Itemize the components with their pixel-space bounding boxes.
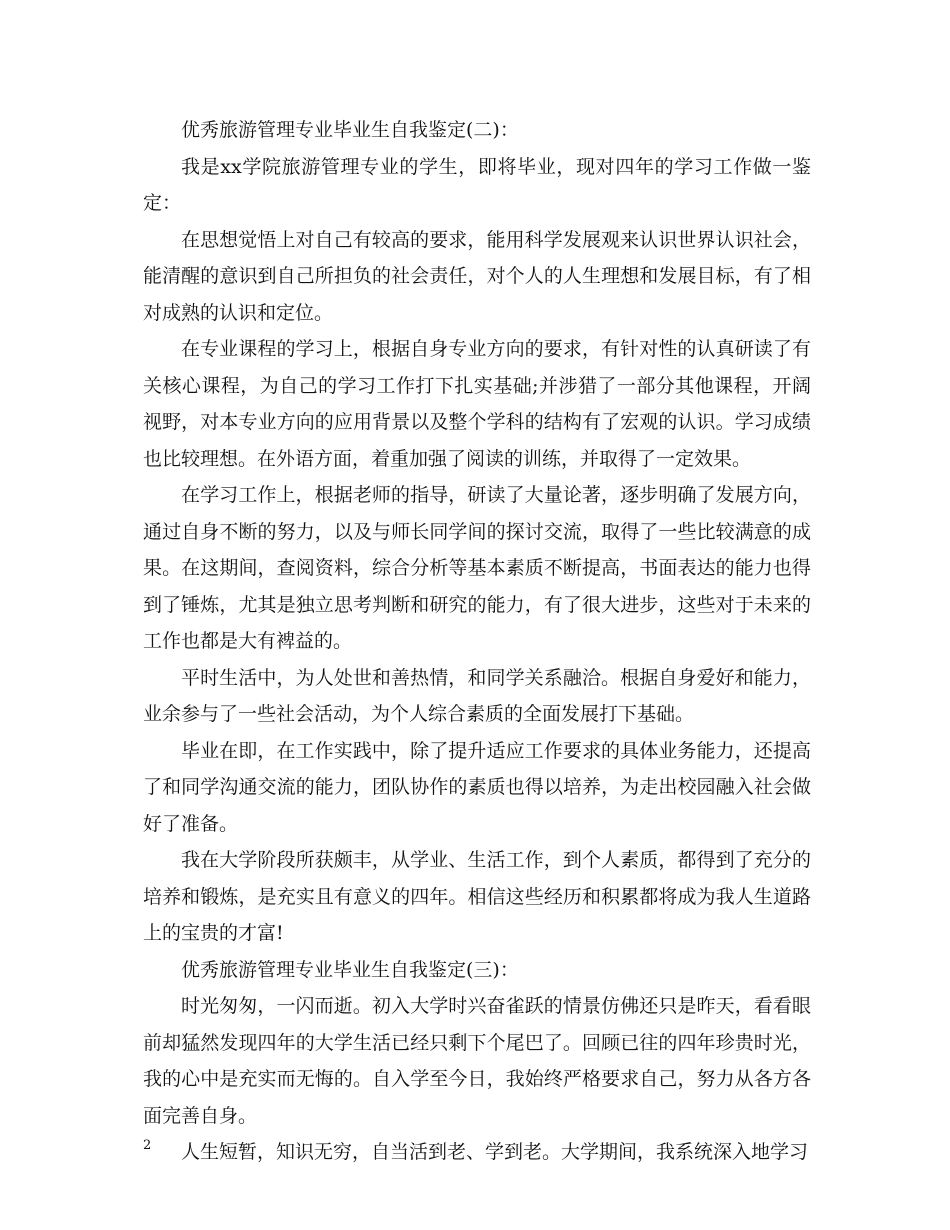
paragraph: 在思想觉悟上对自己有较高的要求，能用科学发展观来认识世界认识社会，能清醒的意识到自己所担负的社会责任，对个人的人生理想和发展目标，有了相对成熟的认识和定位。 <box>143 228 811 324</box>
page-number: 2 <box>143 1138 152 1153</box>
section-heading: 优秀旅游管理专业毕业生自我鉴定(三)： <box>181 958 519 981</box>
paragraph: 时光匆匆，一闪而逝。初入大学时兴奋雀跃的情景仿佛还只是昨天，看看眼前却猛然发现四年的大学生活已经只剩下个尾巴了。回顾已往的四年珍贵时光，我的心中是充实而无悔的。自入学至今日，我始终严格要求自己，努力从各方各面完善自身。 <box>143 995 811 1127</box>
section-heading: 优秀旅游管理专业毕业生自我鉴定(二)： <box>181 119 519 141</box>
document-body <box>143 112 811 1171</box>
paragraph: 人生短暂，知识无穷，自当活到老、学到老。大学期间，我系统深入地学习 <box>181 1141 809 1163</box>
paragraph: 我在大学阶段所获颇丰，从学业、生活工作，到个人素质，都得到了充分的培养和锻炼，是充实且有意义的四年。相信这些经历和积累都将成为我人生道路上的宝贵的才富! <box>143 849 811 944</box>
paragraph: 平时生活中，为人处世和善热情，和同学关系融洽。根据自身爱好和能力，业余参与了一些社会活动，为个人综合素质的全面发展打下基础。 <box>143 666 811 725</box>
paragraph: 我是xx学院旅游管理专业的学生，即将毕业，现对四年的学习工作做一鉴定： <box>143 155 811 214</box>
paragraph: 毕业在即，在工作实践中，除了提升适应工作要求的具体业务能力，还提高了和同学沟通交流的能力，团队协作的素质也得以培养，为走出校园融入社会做好了准备。 <box>143 739 811 835</box>
paragraph: 在专业课程的学习上，根据自身专业方向的要求，有针对性的认真研读了有关核心课程，为自己的学习工作打下扎实基础;并涉猎了一部分其他课程，开阔视野，对本专业方向的应用背景以及整个学科的结构有了宏观的认识。学习成绩也比较理想。在外语方面，着重加强了阅读的训练，并取得了一定效果。 <box>143 338 811 470</box>
paragraph: 在学习工作上，根据老师的指导，研读了大量论著，逐步明确了发展方向，通过自身不断的努力，以及与师长同学间的探讨交流，取得了一些比较满意的成果。在这期间，查阅资料，综合分析等基本素质不断提高，书面表达的能力也得到了锤炼，尤其是独立思考判断和研究的能力，有了很大进步，这些对于未来的工作也都是大有裨益的。 <box>143 484 811 652</box>
